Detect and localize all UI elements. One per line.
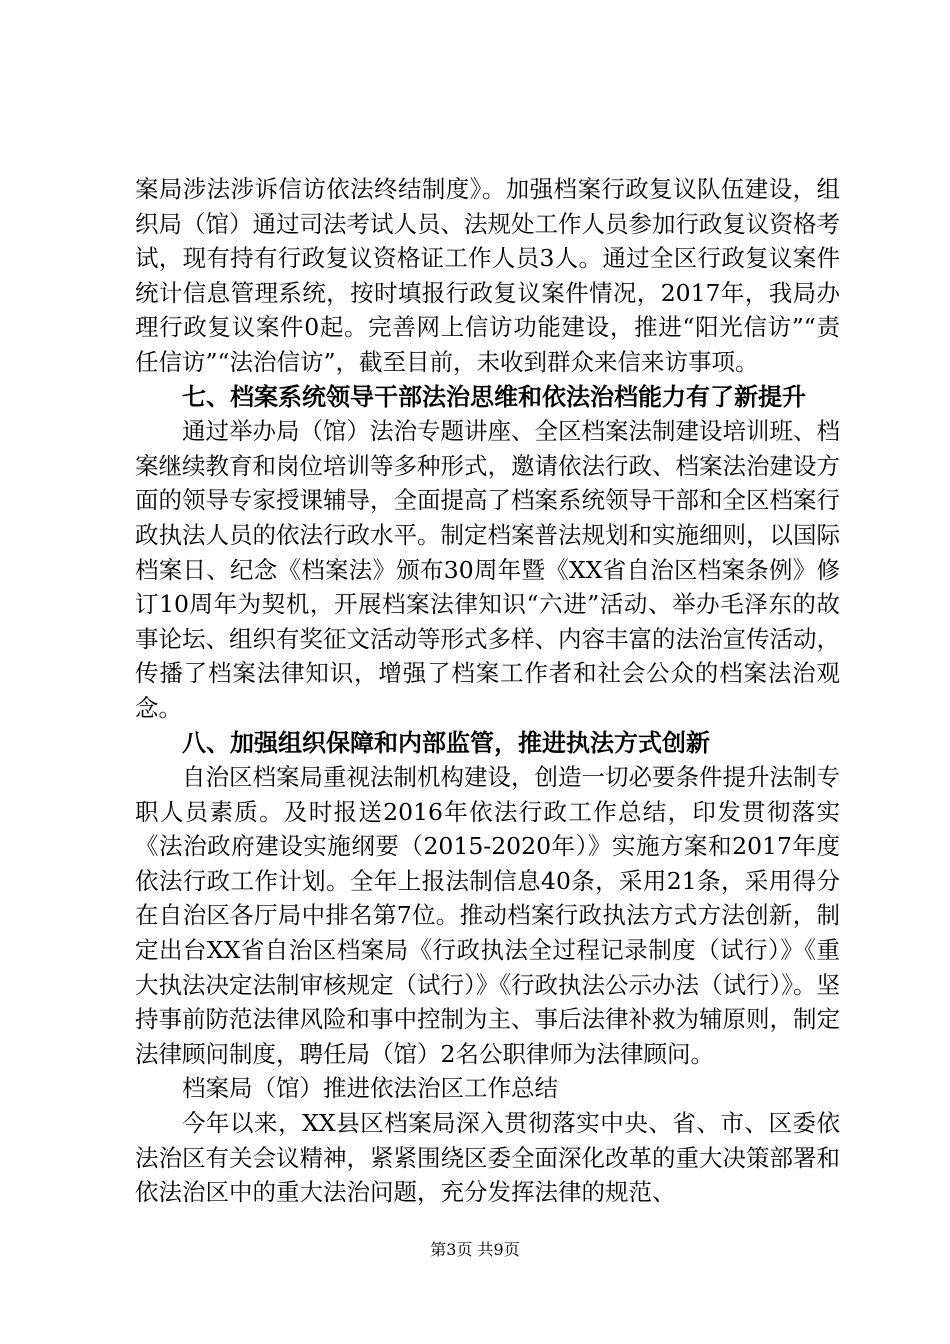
paragraph-intro: 今年以来，XX县区档案局深入贯彻落实中央、省、市、区委依法治区有关会议精神，紧紧围绕区委全面深化改革的重大决策部署和依法治区中的重大法治问题，充分发挥法律的规范、 (135, 1109, 840, 1207)
paragraph-legal-training: 通过举办局（馆）法治专题讲座、全区档案法制建设培训班、档案继续教育和岗位培训等多种形式，邀请依法行政、档案法治建设方面的领导专家授课辅导，全面提高了档案系统领导干部和全区档案行政执法人员的依法行政水平。制定档案普法规划和实施细则，以国际档案日、纪念《档案法》颁布30周年暨《XX省自治区档案条例》修订10周年为契机，开展档案法律知识“六进”活动、举办毛泽东的故事论坛、组织有奖征文活动等形式多样、内容丰富的法治宣传活动，传播了档案法律知识，增强了档案工作者和社会公众的档案法治观念。 (135, 417, 840, 722)
paragraph-organization-support: 自治区档案局重视法制机构建设，创造一切必要条件提升法制专职人员素质。及时报送2016年依法行政工作总结，印发贯彻落实《法治政府建设实施纲要（2015-2020年）》实施方案和2017年度依法行政工作计划。全年上报法制信息40条，采用21条，采用得分在自治区各厅局中排名第7位。推动档案行政执法方式方法创新，制定出台XX省自治区档案局《行政执法全过程记录制度（试行）》《重大执法决定法制审核规定（试行）》《行政执法公示办法（试行）》。坚持事前防范法律风险和事中控制为主、事后法律补救为辅原则，制定法律顾问制度，聘任局（馆）2名公职律师为法律顾问。 (135, 763, 840, 1068)
page-footer: 第3页 共9页 (430, 1240, 520, 1259)
section-heading-seven: 七、档案系统领导干部法治思维和依法治档能力有了新提升 (182, 382, 806, 411)
paragraph-complaints-review: 案局涉法涉诉信访依法终结制度》。加强档案行政复议队伍建设，组织局（馆）通过司法考试人员、法规处工作人员参加行政复议资格考试，现有持有行政复议资格证工作人员3人。通过全区行政复议案件统计信息管理系统，按时填报行政复议案件情况，2017年，我局办理行政复议案件0起。完善网上信访功能建设，推进“阳光信访”“责任信访”“法治信访”，截至目前，未收到群众来信来访事项。 (135, 175, 840, 376)
document-body (135, 172, 840, 1210)
section-heading-eight: 八、加强组织保障和内部监管，推进执法方式创新 (182, 728, 710, 757)
document-subtitle: 档案局（馆）推进依法治区工作总结 (182, 1074, 558, 1103)
